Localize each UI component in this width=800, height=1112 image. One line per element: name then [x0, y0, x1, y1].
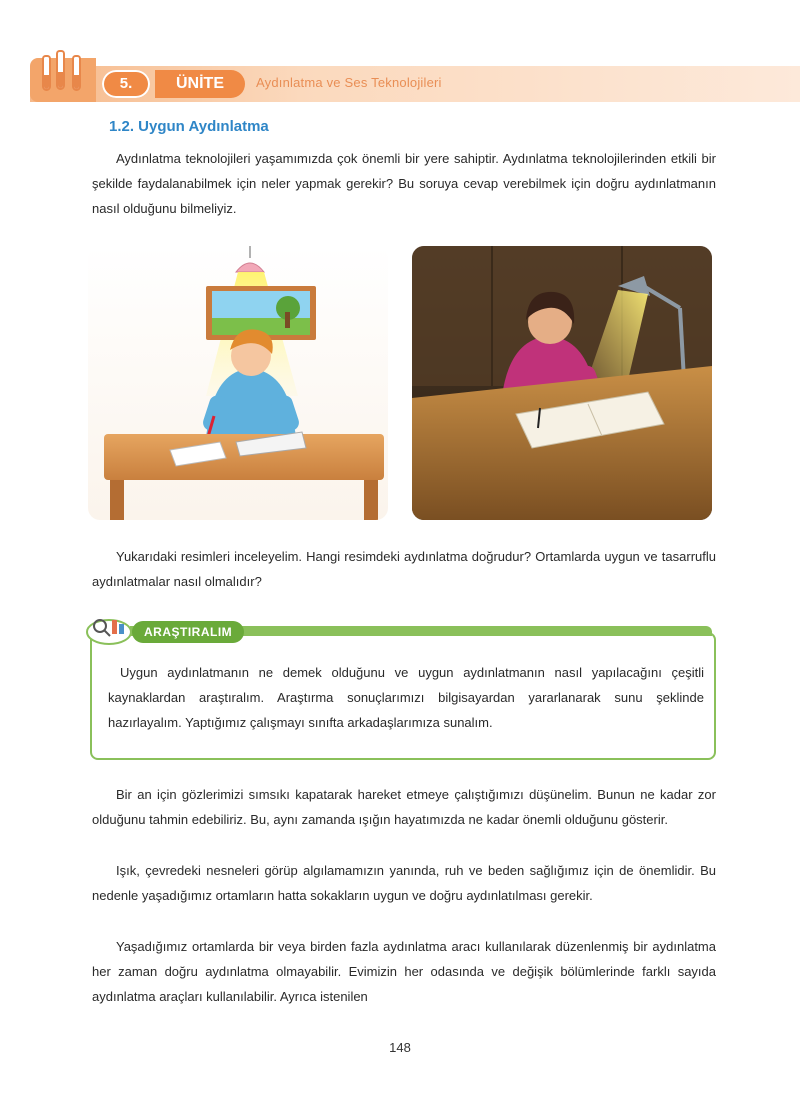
research-text: Uygun aydınlatmanın ne demek olduğunu ve uygun aydınlatmanın nasıl yapılacağını çeşitli kaynaklardan araştıralım. Araştırma sonuçlarımızı bilgisayardan yararlanarak sunu şeklinde hazırlayalım. Yaptığımız çalışmayı sınıfta arkadaşlarımıza sunalım.	[108, 665, 704, 730]
research-label: ARAŞTIRALIM	[132, 621, 244, 643]
section-title: 1.2. Uygun Aydınlatma	[109, 118, 269, 135]
question-paragraph: Yukarıdaki resimleri inceleyelim. Hangi resimdeki aydınlatma doğrudur? Ortamlarda uygun ve tasarruflu aydınlatmalar nasıl olmalıdır?	[92, 549, 716, 589]
test-tube-icon	[72, 55, 81, 91]
unit-title: Aydınlatma ve Ses Teknolojileri	[256, 75, 442, 90]
intro-paragraph: Aydınlatma teknolojileri yaşamımızda çok önemli bir yere sahiptir. Aydınlatma teknolojilerinden etkili bir şekilde faydalanabilmek için neler yapmak gerekir? Bu soruya cevap verebilmek için doğru aydınlatmanın nasıl olduğunu bilmeliyiz.	[92, 151, 716, 216]
body-paragraph-2: Işık, çevredeki nesneleri görüp algılamamızın yanında, ruh ve beden sağlığımız için de önemlidir. Bu nedenle yaşadığımız ortamların hatta sokakların uygun ve doğru aydınlatılması gerekir.	[92, 863, 716, 903]
test-tube-icon	[56, 50, 65, 90]
research-icon	[84, 612, 134, 646]
unit-number-badge: 5.	[102, 70, 150, 98]
correct-lighting-illustration	[88, 246, 388, 520]
body-paragraph-3: Yaşadığımız ortamlarda bir veya birden fazla aydınlatma aracı kullanılarak düzenlenmiş bir aydınlatma her zaman doğru aydınlatma olmayabilir. Evimizin her odasında ve değişik bölümlerinde farklı sayıda aydınlatma araçları kullanılabilir. Ayrıca istenilen	[92, 939, 716, 1004]
unit-label: ÜNİTE	[155, 70, 245, 98]
poor-lighting-illustration	[412, 246, 712, 520]
test-tube-icon	[42, 55, 51, 91]
body-paragraph-1: Bir an için gözlerimizi sımsıkı kapatarak hareket etmeye çalıştığımızı düşünelim. Bunun ne kadar zor olduğunu tahmin edebiliriz. Bu, aynı zamanda ışığın hayatımızda ne kadar önemli olduğunu gösterir.	[92, 787, 716, 827]
page-number: 148	[389, 1040, 411, 1055]
